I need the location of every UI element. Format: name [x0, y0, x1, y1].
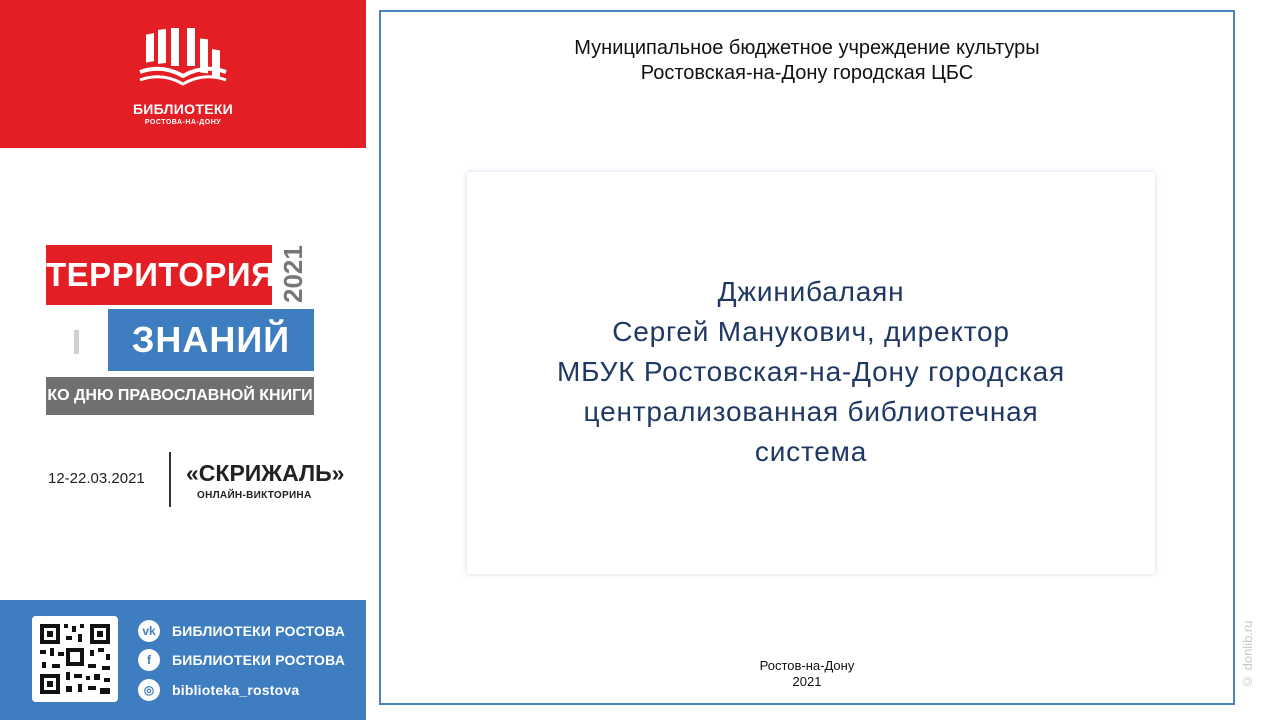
document-slide — [379, 10, 1235, 705]
speaker-line: МБУК Ростовская-на-Дону городская — [556, 356, 1065, 387]
decorative-bar — [74, 330, 79, 354]
speaker-card — [467, 172, 1155, 574]
footer-year: 2021 — [792, 674, 822, 689]
project-theme: КО ДНЮ ПРАВОСЛАВНОЙ КНИГИ — [46, 377, 314, 415]
event-divider — [169, 452, 171, 507]
speaker-line: Сергей Манукович, директор — [612, 316, 1010, 347]
event-name: «СКРИЖАЛЬ» — [186, 460, 345, 486]
event-type: ОНЛАЙН-ВИКТОРИНА — [197, 490, 312, 501]
watermark: © donlib.ru — [1240, 620, 1255, 690]
left-panel — [0, 0, 366, 720]
speaker-line: Джинибалаян — [717, 276, 905, 307]
social-label-instagram: biblioteka_rostova — [172, 682, 300, 698]
brand-title: БИБЛИОТЕКИ — [132, 101, 234, 117]
qr-code-icon[interactable] — [32, 616, 118, 702]
speaker-info — [467, 272, 1155, 472]
social-link-instagram[interactable] — [138, 679, 299, 701]
document-header — [381, 36, 1233, 86]
event-dates: 12-22.03.2021 — [48, 470, 145, 487]
header-line1: Муниципальное бюджетное учреждение культуры — [574, 37, 1040, 59]
project-title-line1: ТЕРРИТОРИЯ — [46, 245, 272, 305]
brand-subtitle: РОСТОВА-НА-ДОНУ — [144, 119, 222, 126]
facebook-icon: f — [138, 649, 160, 671]
social-link-vk[interactable] — [138, 620, 345, 642]
project-title-line2: ЗНАНИЙ — [108, 309, 314, 371]
project-year: 2021 — [278, 245, 308, 303]
open-book-icon — [138, 22, 228, 90]
vk-icon: vk — [138, 620, 160, 642]
footer-city: Ростов-на-Дону — [759, 658, 855, 673]
social-link-facebook[interactable] — [138, 649, 345, 671]
speaker-line: централизованная библиотечная — [583, 396, 1039, 427]
instagram-icon: ◎ — [138, 679, 160, 701]
library-logo-block — [0, 0, 366, 148]
social-label-vk: БИБЛИОТЕКИ РОСТОВА — [172, 623, 346, 639]
header-line2: Ростовская-на-Дону городская ЦБС — [640, 62, 974, 84]
speaker-line: система — [754, 436, 868, 467]
social-label-facebook: БИБЛИОТЕКИ РОСТОВА — [172, 652, 346, 668]
document-footer — [381, 658, 1233, 690]
